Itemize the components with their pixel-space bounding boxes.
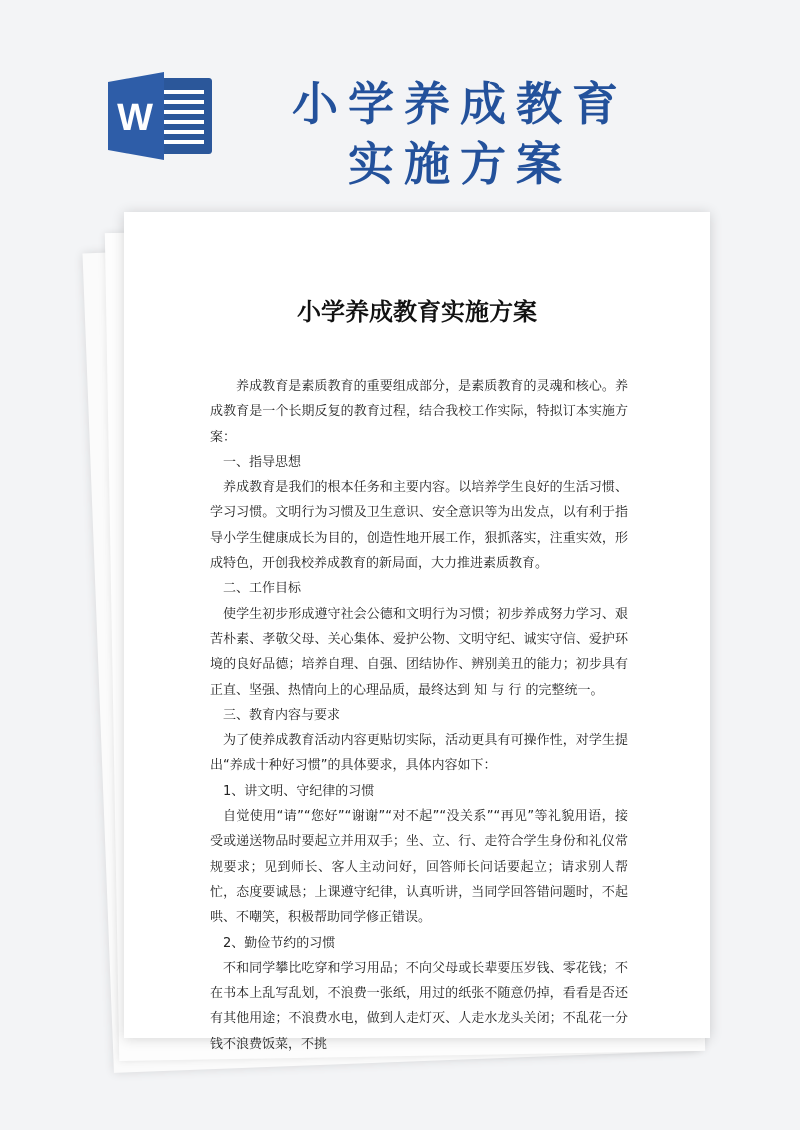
word-document-icon (108, 72, 216, 160)
document-body (210, 374, 628, 1057)
banner (0, 0, 800, 200)
paragraph-intro: 养成教育是素质教育的重要组成部分，是素质教育的灵魂和核心。养成教育是一个长期反复的教育过程，结合我校工作实际，特拟订本实施方案： (210, 379, 628, 445)
banner-title (270, 74, 650, 194)
paragraph-habit-2: 不和同学攀比吃穿和学习用品；不向父母或长辈要压岁钱、零花钱；不在书本上乱写乱划，不浪费一张纸，用过的纸张不随意仍掉，看看是否还有其他用途；不浪费水电，做到人走灯灭、人走水龙头关闭；不乱花一分钱不浪费饭菜，不挑 (210, 960, 628, 1052)
subheading-2: 2、勤俭节约的习惯 (223, 935, 336, 951)
document-title: 小学养成教育实施方案 (297, 298, 537, 326)
paragraph-guiding: 养成教育是我们的根本任务和主要内容。以培养学生良好的生活习惯、学习习惯。文明行为习惯及卫生意识、安全意识等为出发点，以有利于指导小学生健康成长为目的，创造性地开展工作，狠抓落实，注重实效，形成特色，开创我校养成教育的新局面，大力推进素质教育。 (210, 480, 628, 572)
banner-title-line2: 实施方案 (348, 137, 572, 191)
section-heading-3: 三、教育内容与要求 (223, 707, 341, 723)
paragraph-habit-1: 自觉使用“请”“您好”“谢谢”“对不起”“没关系”“再见”等礼貌用语，接受或递送物品时要起立并用双手；坐、立、行、走符合学生身份和礼仪常规要求；见到师长、客人主动问好，回答师长问话要起立；请求别人帮忙，态度要诚恳；上课遵守纪律，认真听讲，当同学回答错问题时，不起哄、不嘲笑，积极帮助同学修正错误。 (210, 809, 628, 926)
paragraph-content-intro: 为了使养成教育活动内容更贴切实际，活动更具有可操作性，对学生提出“养成十种好习惯”的具体要求，具体内容如下： (210, 733, 628, 774)
banner-title-line1: 小学养成教育 (292, 77, 628, 131)
section-heading-1: 一、指导思想 (223, 454, 302, 470)
section-heading-2: 二、工作目标 (223, 581, 302, 597)
subheading-1: 1、讲文明、守纪律的习惯 (223, 783, 375, 799)
document-page (124, 212, 710, 1052)
word-logo-letter: W (117, 97, 153, 139)
paragraph-goals: 使学生初步形成遵守社会公德和文明行为习惯；初步养成努力学习、艰苦朴素、孝敬父母、关心集体、爱护公物、文明守纪、诚实守信、爱护环境的良好品德；培养自理、自强、团结协作、辨别美丑的能力；初步具有正直、坚强、热情向上的心理品质，最终达到 知 与 行 的完整统一。 (210, 606, 628, 698)
